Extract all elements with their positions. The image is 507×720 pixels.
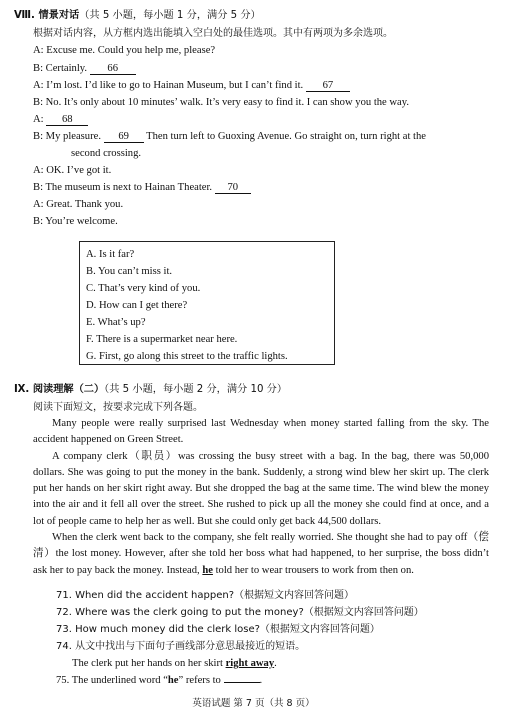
option-e[interactable]: E. What’s up? [86, 317, 146, 328]
section8-instruction: 根据对话内容，从方框内选出能填入空白处的最佳选项。其中有两项为多余选项。 [33, 28, 393, 39]
options-box [79, 241, 335, 365]
section9-title: Ⅸ. 阅读理解（二） [14, 384, 105, 395]
underlined-phrase: right away [225, 658, 275, 669]
dialogue-line-10: B: You’re welcome. [33, 216, 118, 227]
blank-69[interactable]: 69 [104, 131, 144, 143]
blank-67[interactable]: 67 [306, 80, 350, 92]
dialogue-line-8 [33, 181, 251, 194]
section9-subtitle: （共 5 小题，每小题 2 分，满分 10 分） [104, 384, 288, 395]
question-75 [56, 674, 262, 687]
dialogue-line-3 [33, 79, 350, 92]
question-72: 72. Where was the clerk going to put the money?（根据短文内容回答问题） [56, 607, 424, 618]
question-74: 74. 从文中找出与下面句子画线部分意思最接近的短语。 [56, 641, 306, 652]
dialogue-line-4: B: No. It’s only about 10 minutes’ walk. It’s very easy to find it. I can show you the way. [33, 97, 410, 108]
section9-heading [14, 383, 287, 396]
section8-subtitle: （共 5 小题，每小题 1 分，满分 5 分） [79, 10, 261, 21]
option-f[interactable]: F. There is a supermarket near here. [86, 334, 238, 345]
sentence-period: . [274, 658, 277, 669]
dialogue-line-2 [33, 62, 136, 75]
passage-paragraph-2: A company clerk（职员）was crossing the busy street with a bag. In the bag, there was 50,000 dollars. She was going to put the money in the bank. Suddenly, a strong wind blew her skirt up. The clerk put her hands on her skirt right away. But she dropped the bag at the same time. The wind blew the money into the air and it fell all over the street. She rushed to pick up all the money she could find at once, and a lot of people came to help her as well. But she could only get back 44,500 dollars. [33, 450, 489, 527]
section8-title: Ⅷ. 情景对话 [14, 10, 80, 21]
dialogue-text: A: [33, 114, 44, 125]
dialogue-text: A: I’m lost. I’d like to go to Hainan Museum, but I can’t find it. [33, 80, 304, 91]
question-period: . [259, 675, 263, 686]
question-74-sentence [72, 657, 277, 670]
passage-text: When the clerk went back to the company, she felt really worried. She thought she had to pay off（偿清）the lost money. However, after she told her boss what had happened, to her surprise, the boss didn’t ask her to pay back the money. Instead, [33, 532, 489, 576]
option-b[interactable]: B. You can’t miss it. [86, 266, 173, 277]
option-c[interactable]: C. That’s very kind of you. [86, 283, 201, 294]
dialogue-text: Then turn left to Guoxing Avenue. Go straight on, turn right at the [146, 131, 426, 142]
option-a[interactable]: A. Is it far? [86, 249, 135, 260]
sentence-text: The clerk put her hands on her skirt [72, 658, 223, 669]
dialogue-line-9: A: Great. Thank you. [33, 199, 124, 210]
section8-heading [14, 9, 261, 22]
passage-paragraph-3 [33, 530, 489, 579]
section9-instruction: 阅读下面短文，按要求完成下列各题。 [33, 402, 203, 413]
blank-66[interactable]: 66 [90, 63, 136, 75]
dialogue-line-1: A: Excuse me. Could you help me, please? [33, 45, 216, 56]
dialogue-text: B: The museum is next to Hainan Theater. [33, 182, 213, 193]
question-71: 71. When did the accident happen?（根据短文内容回答问题） [56, 590, 355, 601]
blank-68[interactable]: 68 [46, 114, 88, 126]
option-g[interactable]: G. First, go along this street to the traffic lights. [86, 351, 288, 362]
question-text: ” refers to [178, 675, 221, 686]
passage-text: told her to wear trousers to work from then on. [215, 564, 414, 576]
dialogue-line-5 [33, 113, 88, 126]
quoted-word: he [167, 675, 179, 686]
option-d[interactable]: D. How can I get there? [86, 300, 188, 311]
blank-70[interactable]: 70 [215, 182, 251, 194]
question-73: 73. How much money did the clerk lose?（根据短文内容回答问题） [56, 624, 380, 635]
dialogue-line-6 [33, 130, 426, 143]
dialogue-text: B: Certainly. [33, 63, 88, 74]
dialogue-line-6-cont: second crossing. [71, 148, 142, 159]
dialogue-text: B: My pleasure. [33, 131, 101, 142]
dialogue-line-7: A: OK. I’ve got it. [33, 165, 112, 176]
page-footer: 英语试题 第 7 页（共 8 页） [192, 698, 315, 709]
passage-paragraph-1: Many people were really surprised last Wednesday when money started falling from the sky. The accident happened on Green Street. [33, 418, 489, 446]
reading-passage [33, 416, 489, 579]
underlined-he: he [202, 564, 213, 576]
answer-blank-75[interactable] [224, 682, 260, 683]
question-text: 75. The underlined word “ [56, 675, 168, 686]
